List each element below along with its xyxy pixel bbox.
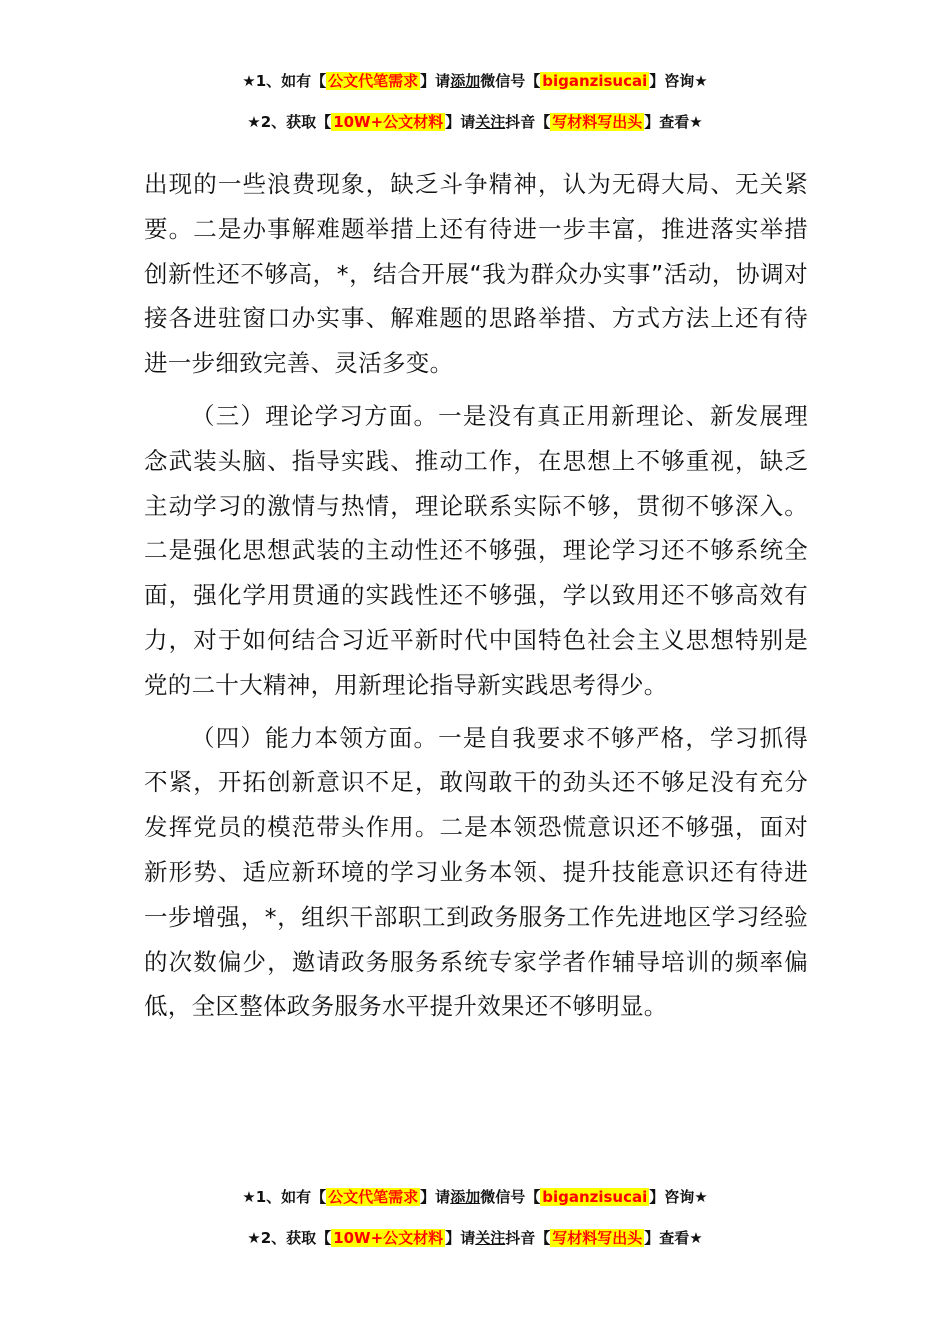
banner-text: ★2、获取【 [247, 113, 332, 131]
banner-text: 】请 [420, 72, 451, 90]
paragraph-ability: （四）能力本领方面。一是自我要求不够严格，学习抓得不紧，开拓创新意识不足，敢闯敢干的劲头还不够足没有充分发挥党员的模范带头作用。二是本领恐慌意识还不够强，面对新形势、适应新环境的学习业务本领、提升技能意识还有待进一步增强，*，组织干部职工到政务服务工作先进地区学习经验的次数偏少，邀请政务服务系统专家学者作辅导培训的频率偏低，全区整体政务服务水平提升效果还不够明显。 [144, 723, 808, 1021]
footer-banner-line-2 [0, 1227, 950, 1249]
banner-text: 】请 [445, 113, 476, 131]
banner-highlight: 10W+公文材料 [333, 113, 444, 131]
header-banner-line-2 [0, 111, 950, 133]
banner-underlined: 关注 [475, 113, 506, 131]
banner-highlight: 写材料写出头 [552, 113, 643, 131]
paragraph-continuation: 出现的一些浪费现象，缺乏斗争精神，认为无碍大局、无关紧要。二是办事解难题举措上还有待进一步丰富，推进落实举措创新性还不够高，*，结合开展“我为群众办实事”活动，协调对接各进驻窗口办实事、解难题的思路举措、方式方法上还有待进一步细致完善、灵活多变。 [144, 170, 808, 378]
banner-text: 】请 [420, 1188, 451, 1206]
banner-text: 抖音【 [505, 113, 551, 131]
banner-text: 】请 [445, 1229, 476, 1247]
banner-text: 】咨询★ [649, 72, 708, 90]
banner-text: 微信号【 [480, 1188, 541, 1206]
banner-text: ★1、如有【 [242, 72, 327, 90]
document-body [144, 162, 808, 1029]
banner-underlined: 关注 [475, 1229, 506, 1247]
banner-highlight: 公文代笔需求 [328, 72, 419, 90]
paragraph-theory-study: （三）理论学习方面。一是没有真正用新理论、新发展理念武装头脑、指导实践、推动工作，在思想上不够重视，缺乏主动学习的激情与热情，理论联系实际不够，贯彻不够深入。二是强化思想武装的主动性还不够强，理论学习还不够系统全面，强化学用贯通的实践性还不够强，学以致用还不够高效有力，对于如何结合习近平新时代中国特色社会主义思想特别是党的二十大精神，用新理论指导新实践思考得少。 [144, 401, 808, 699]
banner-text: 抖音【 [505, 1229, 551, 1247]
banner-highlight: biganzisucai [542, 72, 648, 90]
banner-underlined: 添加 [450, 1188, 481, 1206]
banner-highlight: biganzisucai [542, 1188, 648, 1206]
banner-text: 】咨询★ [649, 1188, 708, 1206]
banner-text: 】查看★ [644, 113, 703, 131]
footer-banner-line-1 [0, 1186, 950, 1208]
banner-text: ★1、如有【 [242, 1188, 327, 1206]
banner-highlight: 公文代笔需求 [328, 1188, 419, 1206]
banner-underlined: 添加 [450, 72, 481, 90]
header-banner-line-1 [0, 70, 950, 92]
banner-text: ★2、获取【 [247, 1229, 332, 1247]
banner-text: 微信号【 [480, 72, 541, 90]
banner-highlight: 10W+公文材料 [333, 1229, 444, 1247]
banner-text: 】查看★ [644, 1229, 703, 1247]
banner-highlight: 写材料写出头 [552, 1229, 643, 1247]
